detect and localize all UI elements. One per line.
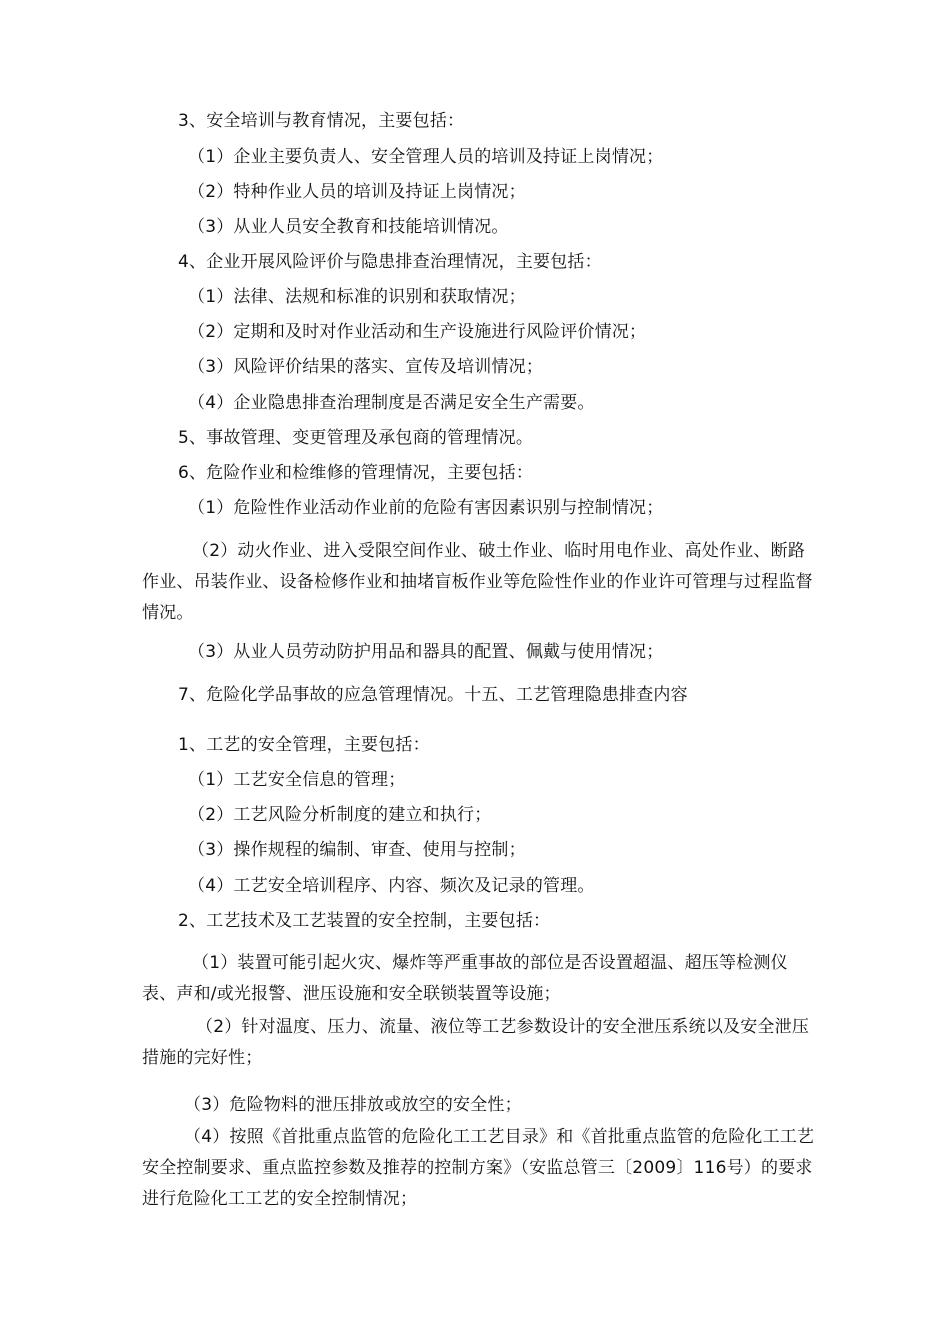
list-item-paragraph: （2）动火作业、进入受限空间作业、破土作业、临时用电作业、高处作业、断路作业、吊装作业、设备检修作业和抽堵盲板作业等危险性作业的作业许可管理与过程监督情况。 [142, 541, 813, 623]
process-section-1-heading: 1、工艺的安全管理，主要包括： [178, 735, 430, 755]
list-item: （2）工艺风险分析制度的建立和执行； [188, 805, 492, 825]
process-section-2-heading: 2、工艺技术及工艺装置的安全控制，主要包括： [178, 911, 551, 931]
list-item: （1）法律、法规和标准的识别和获取情况； [188, 287, 526, 307]
list-item: （1）危险性作业活动作业前的危险有害因素识别与控制情况； [188, 498, 664, 518]
list-item: （3）操作规程的编制、审查、使用与控制； [188, 840, 526, 860]
list-item: （4）企业隐患排查治理制度是否满足安全生产需要。 [188, 393, 595, 413]
list-item-paragraph: （4）按照《首批重点监管的危险化工工艺目录》和《首批重点监管的危险化工工艺安全控制要求、重点监控参数及推荐的控制方案》（安监总管三〔2009〕116号）的要求进行危险化工工艺的安全控制情况； [142, 1127, 815, 1209]
section-4-heading: 4、企业开展风险评价与隐患排查治理情况，主要包括： [178, 252, 602, 272]
list-item: （3）从业人员安全教育和技能培训情况。 [188, 217, 509, 237]
section-6-heading: 6、危险作业和检维修的管理情况，主要包括： [178, 463, 534, 483]
list-item-paragraph: （1）装置可能引起火灾、爆炸等严重事故的部位是否设置超温、超压等检测仪表、声和/或光报警、泄压设施和安全联锁装置等设施； [142, 953, 788, 1004]
list-item-paragraph: （2）针对温度、压力、流量、液位等工艺参数设计的安全泄压系统以及安全泄压措施的完好性； [142, 1017, 810, 1068]
list-item: （4）工艺安全培训程序、内容、频次及记录的管理。 [188, 876, 595, 896]
list-item: （3）从业人员劳动防护用品和器具的配置、佩戴与使用情况； [188, 642, 664, 662]
section-5-heading: 5、事故管理、变更管理及承包商的管理情况。 [178, 428, 534, 448]
list-item: （2）定期和及时对作业活动和生产设施进行风险评价情况； [188, 322, 647, 342]
list-item: （3）风险评价结果的落实、宣传及培训情况； [188, 357, 544, 377]
list-item: （3）危险物料的泄压排放或放空的安全性； [184, 1095, 522, 1115]
list-item: （2）特种作业人员的培训及持证上岗情况； [188, 182, 526, 202]
list-item: （1）工艺安全信息的管理； [188, 770, 406, 790]
section-7-heading: 7、危险化学品事故的应急管理情况。十五、工艺管理隐患排查内容 [178, 685, 688, 705]
list-item: （1）企业主要负责人、安全管理人员的培训及持证上岗情况； [188, 147, 664, 167]
section-3-heading: 3、安全培训与教育情况，主要包括： [178, 111, 465, 131]
